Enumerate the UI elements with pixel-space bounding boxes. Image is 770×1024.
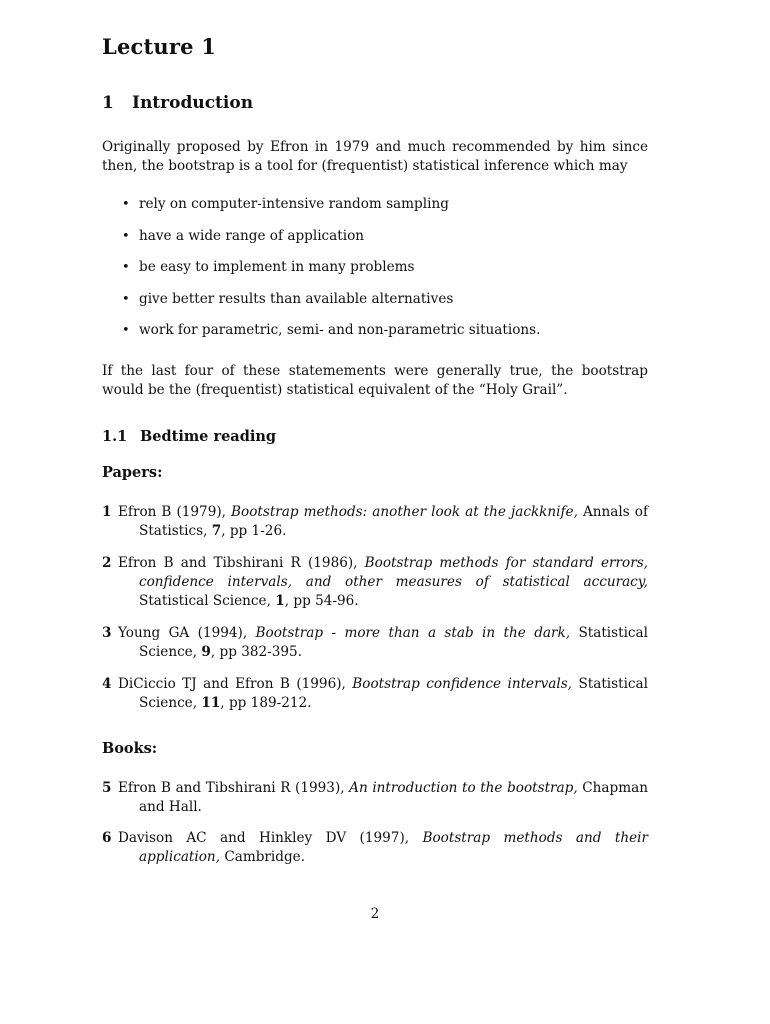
bullet-item: [122, 321, 540, 353]
section-number: 1: [102, 93, 114, 113]
reference-item: [102, 624, 648, 662]
intro-paragraph: Originally proposed by Efron in 1979 and much recommended by him since then, the bootstrap is a tool for (frequentist) statistical inference which may: [102, 139, 648, 174]
section-title: Introduction: [132, 93, 254, 113]
bullet-text: rely on computer-intensive random sampling: [139, 196, 449, 212]
page-number: 2: [370, 906, 380, 922]
bullet-item: [122, 258, 540, 290]
reference-authors: DiCiccio TJ and Efron B (1996),: [118, 676, 353, 692]
subsection-title: Bedtime reading: [140, 428, 277, 445]
reference-title: Bootstrap methods: another look at the jackknife,: [231, 504, 578, 520]
reference-number: 3: [102, 625, 112, 641]
reference-publisher: Cambridge.: [220, 849, 306, 865]
section-heading: [102, 93, 253, 113]
reference-authors: Efron B (1979),: [118, 504, 232, 520]
reference-item: [102, 675, 648, 713]
bullet-text: work for parametric, semi- and non-parametric situations.: [139, 322, 541, 338]
books-heading: Books:: [102, 740, 158, 757]
bullet-icon: •: [122, 323, 130, 338]
reference-journal: Statistical Science,: [139, 625, 648, 660]
reference-volume: 9: [201, 644, 211, 660]
bullet-item: [122, 195, 540, 227]
reference-item: [102, 503, 648, 541]
reference-title: Bootstrap - more than a stab in the dark,: [255, 625, 571, 641]
reference-item: [102, 779, 648, 817]
bullet-text: give better results than available alternatives: [139, 290, 454, 307]
reference-title: An introduction to the bootstrap,: [349, 780, 578, 796]
reference-authors: Efron B and Tibshirani R (1993),: [118, 780, 350, 796]
reference-title: Bootstrap confidence intervals,: [352, 676, 573, 692]
reference-title: Bootstrap methods for standard errors, confidence intervals, and other measures of statistical accuracy,: [139, 555, 648, 590]
reference-authors: Efron B and Tibshirani R (1986),: [118, 555, 365, 571]
bullet-icon: •: [122, 291, 130, 307]
papers-heading: Papers:: [102, 464, 163, 481]
books-list: [102, 779, 648, 879]
reference-number: 5: [102, 780, 112, 796]
reference-volume: 11: [201, 695, 221, 711]
bullet-item: [122, 227, 540, 259]
reference-number: 6: [102, 830, 112, 846]
bullet-list: [122, 195, 540, 353]
bullet-icon: •: [122, 197, 130, 212]
reference-journal: Statistical Science,: [139, 593, 276, 609]
reference-pages: , pp 382-395.: [210, 644, 303, 660]
bullet-item: [122, 290, 540, 322]
bullet-text: be easy to implement in many problems: [139, 259, 415, 275]
reference-authors: Young GA (1994),: [118, 625, 256, 641]
subsection-number: 1.1: [102, 428, 128, 445]
reference-authors: Davison AC and Hinkley DV (1997),: [118, 830, 423, 846]
reference-item: [102, 554, 648, 611]
reference-volume: 1: [275, 593, 285, 609]
reference-number: 2: [102, 555, 112, 571]
reference-number: 4: [102, 676, 112, 692]
reference-volume: 7: [211, 523, 222, 539]
reference-publisher: Chapman and Hall.: [139, 780, 648, 815]
bullet-icon: •: [122, 228, 130, 244]
reference-pages: , pp 54-96.: [284, 593, 359, 609]
reference-pages: , pp 1-26.: [221, 523, 287, 539]
reference-pages: , pp 189-212.: [220, 695, 312, 711]
reference-item: [102, 829, 648, 867]
reference-journal: Statistical Science,: [139, 676, 648, 711]
bullet-text: have a wide range of application: [139, 227, 365, 244]
papers-list: [102, 503, 648, 726]
reference-journal: Annals of Statistics,: [139, 504, 648, 539]
bullet-icon: •: [122, 260, 130, 275]
reference-title: Bootstrap methods and their application,: [139, 830, 648, 865]
reference-number: 1: [102, 504, 112, 520]
lecture-title: Lecture 1: [102, 34, 217, 59]
subsection-heading: [102, 428, 276, 445]
closing-paragraph: If the last four of these statemements were generally true, the bootstrap would be the (frequentist) statistical equivalent of the “Holy Grail”.: [102, 363, 648, 398]
